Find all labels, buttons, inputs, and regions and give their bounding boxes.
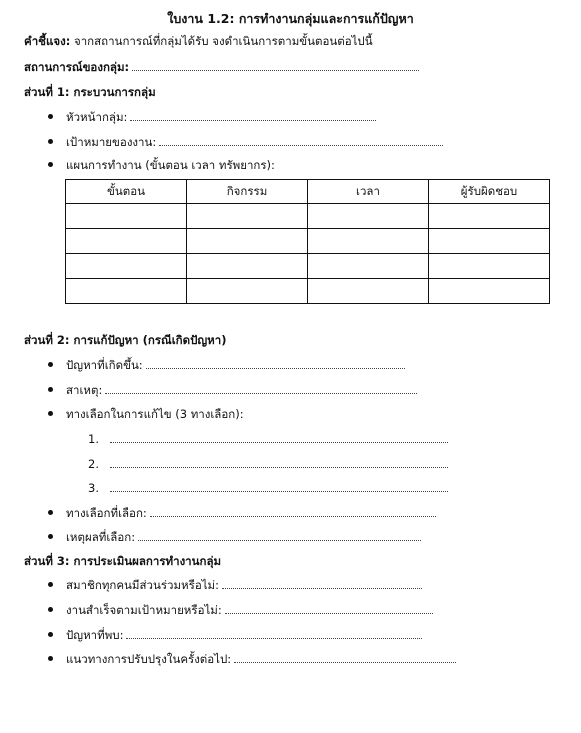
table-row [66,279,550,304]
option-3-row [88,480,448,496]
table-row [66,204,550,229]
table-row [66,254,550,279]
bullet-icon [48,607,53,612]
bullet-icon [48,162,53,167]
participation-label: สมาชิกทุกคนมีส่วนร่วมหรือไม่: [66,578,219,592]
table-cell[interactable] [429,204,550,229]
participation-blank[interactable] [222,578,422,589]
table-cell[interactable] [308,254,429,279]
option-1-number: 1. [88,432,99,446]
goal-achieved-item [48,602,433,618]
goal-achieved-label: งานสำเร็จตามเป้าหมายหรือไม่: [66,603,222,617]
bullet-icon [48,114,53,119]
col-header-step: ขั้นตอน [66,180,187,204]
option-3-blank[interactable] [110,481,448,492]
work-goal-label: เป้าหมายของงาน: [66,135,157,149]
option-1-row [88,431,448,447]
participation-item [48,577,422,593]
problem-item [48,357,405,373]
work-plan-item [48,157,275,173]
group-leader-label: หัวหน้ากลุ่ม: [66,110,128,124]
bullet-icon [48,387,53,392]
table-cell[interactable] [66,279,187,304]
section2-heading: ส่วนที่ 2: การแก้ปัญหา (กรณีเกิดปัญหา) [24,333,227,347]
problems-found-blank[interactable] [126,628,422,639]
instructions-text: จากสถานการณ์ที่กลุ่มได้รับ จงดำเนินการตามขั้นตอนต่อไปนี้ [70,34,373,48]
section1-heading: ส่วนที่ 1: กระบวนการกลุ่ม [24,85,156,99]
chosen-option-blank[interactable] [150,506,436,517]
solution-options-item [48,406,244,422]
bullet-icon [48,362,53,367]
bullet-icon [48,139,53,144]
table-cell[interactable] [429,279,550,304]
problem-blank[interactable] [146,358,405,369]
work-plan-table [65,179,550,304]
col-header-time: เวลา [308,180,429,204]
bullet-icon [48,510,53,515]
scenario-blank[interactable] [132,60,419,71]
bullet-icon [48,656,53,661]
option-1-blank[interactable] [110,432,448,443]
option-2-row [88,456,448,472]
solution-options-label: ทางเลือกในการแก้ไข (3 ทางเลือก): [66,407,244,421]
col-header-responsible: ผู้รับผิดชอบ [429,180,550,204]
option-2-number: 2. [88,457,99,471]
table-cell[interactable] [187,229,308,254]
group-leader-item [48,109,376,125]
table-header-row [66,180,550,204]
table-cell[interactable] [308,229,429,254]
reason-item [48,529,421,545]
bullet-icon [48,582,53,587]
table-cell[interactable] [308,279,429,304]
col-header-activity: กิจกรรม [187,180,308,204]
table-cell[interactable] [308,204,429,229]
table-cell[interactable] [187,279,308,304]
reason-label: เหตุผลที่เลือก: [66,530,136,544]
chosen-option-item [48,505,436,521]
table-row [66,229,550,254]
bullet-icon [48,632,53,637]
table-cell[interactable] [429,229,550,254]
table-cell[interactable] [187,254,308,279]
reason-blank[interactable] [138,530,421,541]
problems-found-item [48,627,422,643]
instructions-label: คำชี้แจง: [24,34,71,48]
problem-label: ปัญหาที่เกิดขึ้น: [66,358,143,372]
option-3-number: 3. [88,481,99,495]
improvement-item [48,651,456,667]
instructions-line [24,33,373,49]
cause-blank[interactable] [105,383,417,394]
cause-label: สาเหตุ: [66,383,103,397]
table-cell[interactable] [187,204,308,229]
work-goal-item [48,134,443,150]
table-cell[interactable] [429,254,550,279]
improvement-blank[interactable] [234,652,456,663]
page-title: ใบงาน 1.2: การทำงานกลุ่มและการแก้ปัญหา [167,11,414,26]
bullet-icon [48,534,53,539]
goal-achieved-blank[interactable] [225,603,433,614]
chosen-option-label: ทางเลือกที่เลือก: [66,506,147,520]
improvement-label: แนวทางการปรับปรุงในครั้งต่อไป: [66,652,232,666]
table-cell[interactable] [66,204,187,229]
scenario-label: สถานการณ์ของกลุ่ม: [24,60,130,74]
group-leader-blank[interactable] [130,110,376,121]
cause-item [48,382,417,398]
table-cell[interactable] [66,229,187,254]
work-plan-label: แผนการทำงาน (ขั้นตอน เวลา ทรัพยากร): [66,158,275,172]
option-2-blank[interactable] [110,457,448,468]
table-cell[interactable] [66,254,187,279]
work-goal-blank[interactable] [159,135,443,146]
scenario-line [24,59,419,75]
section3-heading: ส่วนที่ 3: การประเมินผลการทำงานกลุ่ม [24,554,222,568]
problems-found-label: ปัญหาที่พบ: [66,628,124,642]
bullet-icon [48,411,53,416]
